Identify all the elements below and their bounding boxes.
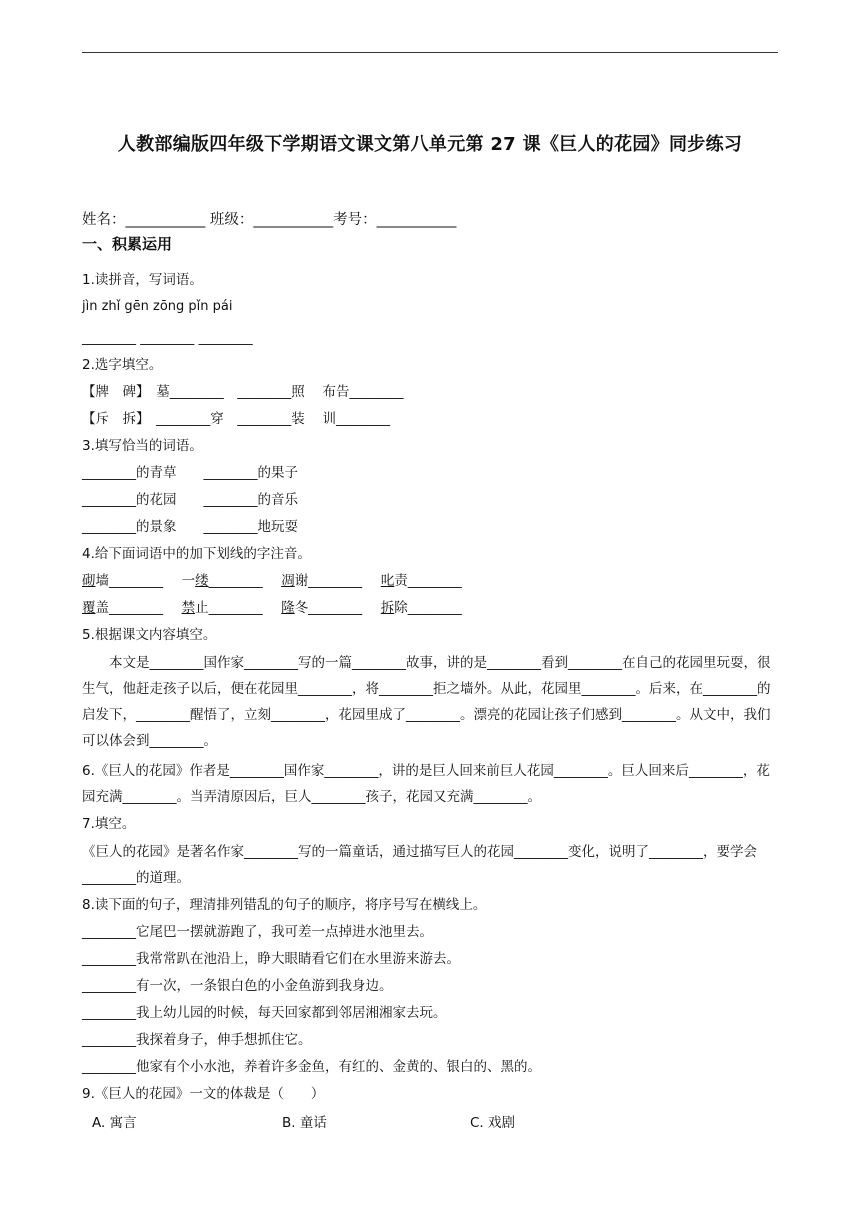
q1-blanks: ________ ________ ________ [82, 330, 253, 346]
q8-stem: 8.读下面的句子，理清排列错乱的句子的顺序，将序号写在横线上。 [82, 897, 487, 913]
q2-row-2: 【斥 拆】 ________穿 ________装 训________ [82, 411, 391, 427]
q8-row-5: ________我探着身子，伸手想抓住它。 [82, 1032, 312, 1048]
q4-row-2 [82, 598, 462, 618]
q1-pinyin: jìn zhǐ gēn zōng pǐn pái [82, 299, 233, 314]
q6-paragraph: 6.《巨人的花园》作者是________国作家________，讲的是巨人回来前巨人花园________。巨人回来后________，花园充满________。当弄清原因后，巨人________孩子，花园又充满________。 [82, 763, 770, 805]
item-rest: 墙________ [95, 573, 163, 589]
q5-paragraph: 本文是________国作家________写的一篇________故事，讲的是________看到________在自己的花园里玩耍，很生气，他赶走孩子以后，便在花园里________，将________拒之墙外。从此，花园里________。后来，在________的启发下，________醒悟了，立刻________，花园里成了________。漂亮的花园让孩子们感到________。从文中，我们可以体会到________。 [82, 655, 771, 749]
q3-row-1: ________的青草 ________的果子 [82, 465, 298, 481]
underlined-char: 隆 [281, 600, 295, 616]
underlined-char: 凋 [281, 573, 295, 589]
item-rest: 谢________ [294, 573, 363, 589]
q5-stem: 5.根据课文内容填空。 [82, 627, 217, 643]
q4-row-1 [82, 571, 462, 591]
item-rest: 止________ [195, 600, 263, 616]
section-heading: 一、积累运用 [82, 235, 173, 253]
q4-item [281, 600, 362, 616]
document-title: 人教部编版四年级下学期语文课文第八单元第 27 课《巨人的花园》同步练习 [117, 134, 743, 155]
underlined-char: 叱 [380, 573, 395, 589]
item-rest: 冬________ [294, 600, 363, 616]
q9-option-a[interactable]: A. 寓言 [92, 1115, 137, 1131]
q4-stem: 4.给下面词语中的加下划线的字注音。 [82, 546, 311, 562]
underlined-char: 缕 [195, 573, 209, 589]
q9-option-c[interactable]: C. 戏剧 [470, 1115, 516, 1131]
item-rest: ________ [208, 573, 263, 589]
q4-item [182, 573, 263, 589]
header-rule [82, 52, 778, 53]
item-prefix: 一 [181, 573, 196, 589]
q4-item [381, 600, 462, 616]
underlined-char: 砌 [82, 573, 96, 589]
q4-item [381, 573, 462, 589]
q8-row-4: ________我上幼儿园的时候，每天回家都到邻居湘湘家去玩。 [82, 1005, 447, 1021]
q2-row-1: 【牌 碑】 墓________ ________照 布告________ [82, 384, 404, 400]
underlined-char: 拆 [380, 600, 395, 616]
q8-row-6: ________他家有个小水池，养着许多金鱼，有红的、金黄的、银白的、黑的。 [82, 1059, 541, 1075]
q9-stem: 9.《巨人的花园》一文的体裁是（ ） [82, 1086, 325, 1102]
item-rest: 责________ [394, 573, 462, 589]
q1-stem: 1.读拼音，写词语。 [82, 272, 203, 288]
q8-row-2: ________我常常趴在池沿上，睁大眼睛看它们在水里游来游去。 [82, 951, 460, 967]
q3-row-2: ________的花园 ________的音乐 [82, 492, 298, 508]
q4-item [82, 573, 163, 589]
q7-paragraph: 《巨人的花园》是著名作家________写的一篇童话，通过描写巨人的花园________变化，说明了________，要学会________的道理。 [82, 844, 757, 886]
q8-row-3: ________有一次，一条银白色的小金鱼游到我身边。 [82, 978, 393, 994]
q3-row-3: ________的景象 ________地玩耍 [82, 519, 298, 535]
q2-stem: 2.选字填空。 [82, 357, 163, 373]
underlined-char: 禁 [181, 600, 196, 616]
q4-item [281, 573, 362, 589]
student-info-fields: 姓名：___________ 班级：___________考号：___________ [82, 212, 457, 228]
q4-item [82, 600, 163, 616]
q3-stem: 3.填写恰当的词语。 [82, 438, 203, 454]
underlined-char: 覆 [82, 600, 96, 616]
q9-option-b[interactable]: B. 童话 [282, 1115, 327, 1131]
item-rest: 盖________ [95, 600, 163, 616]
q8-row-1: ________它尾巴一摆就游跑了，我可差一点掉进水池里去。 [82, 924, 433, 940]
item-rest: 除________ [394, 600, 462, 616]
q4-item [182, 600, 263, 616]
q7-stem: 7.填空。 [82, 816, 136, 832]
